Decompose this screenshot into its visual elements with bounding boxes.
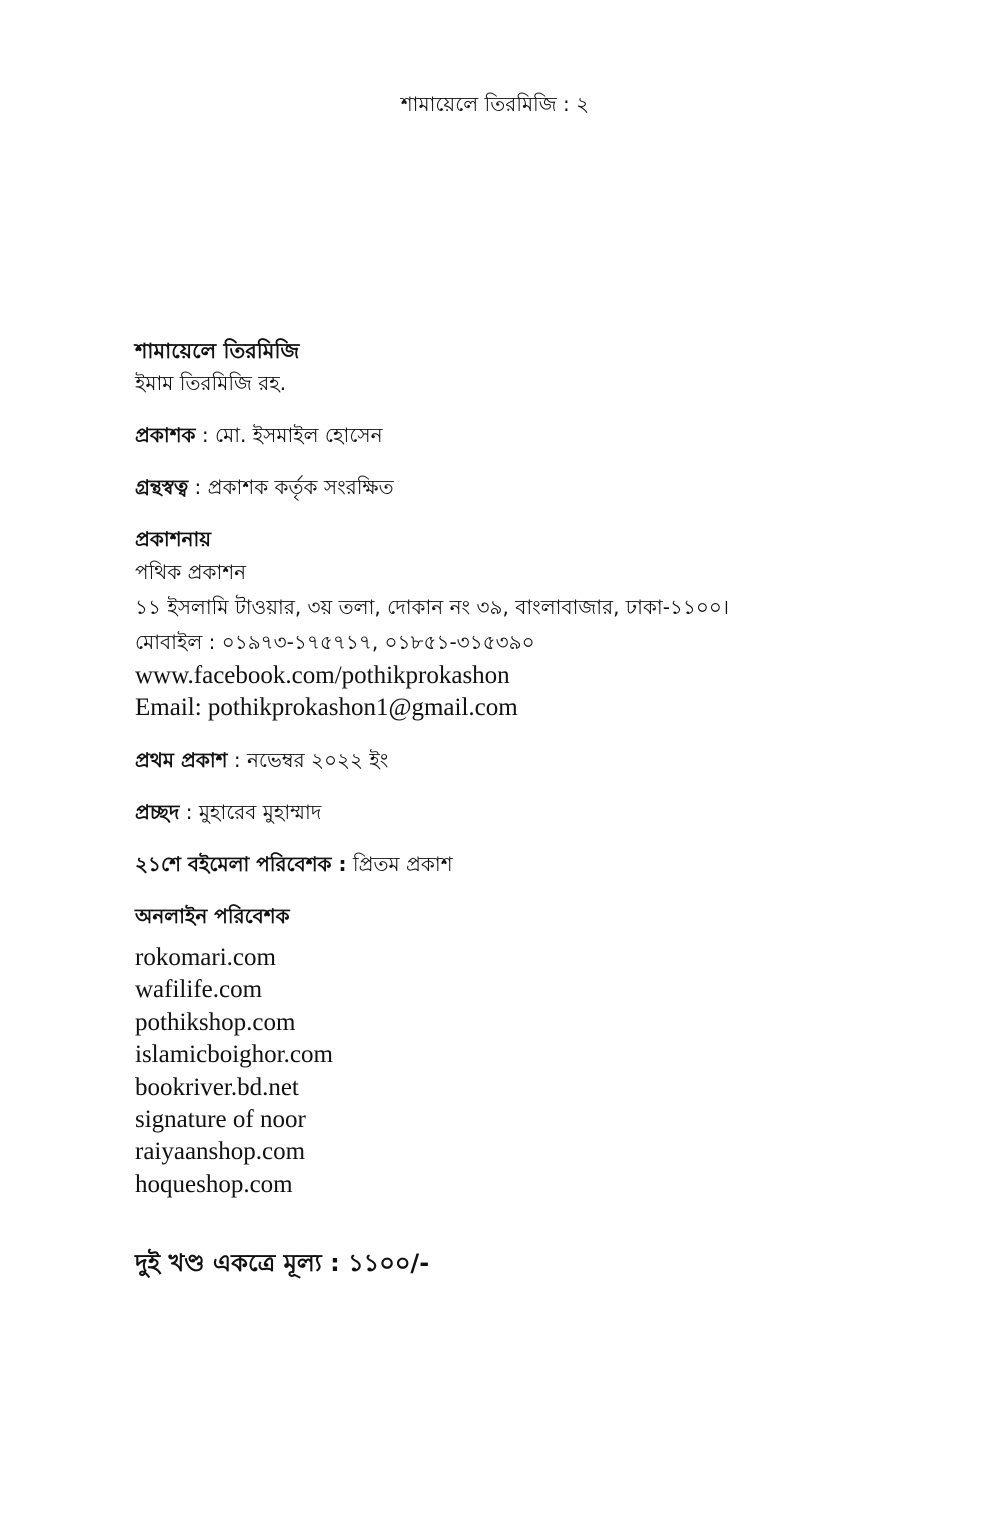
publication-address: ১১ ইসলামি টাওয়ার, ৩য় তলা, দোকান নং ৩৯, বাংলাবাজার, ঢাকা-১১০০। — [135, 595, 730, 619]
first-edition-line — [135, 744, 915, 776]
online-distributor-list — [135, 942, 915, 1201]
publication-email: Email: pothikprokashon1@gmail.com — [135, 694, 518, 721]
first-edition-label: প্রথম প্রকাশ — [135, 748, 228, 772]
publisher-value: মো. ইসমাইল হোসেন — [215, 423, 383, 447]
publication-name: পথিক প্রকাশন — [135, 560, 247, 584]
distributor-item: pothikshop.com — [135, 1008, 296, 1036]
imprint-content — [135, 335, 915, 1281]
first-edition-separator: : — [227, 748, 247, 772]
cover-value: মুহারেব মুহাম্মাদ — [198, 800, 322, 824]
publisher-separator: : — [195, 423, 215, 447]
book-fair-value: প্রিতম প্রকাশ — [346, 852, 453, 876]
cover-label: প্রচ্ছদ — [135, 800, 180, 824]
book-title: শামায়েলে তিরমিজি — [135, 339, 300, 363]
distributor-item: rokomari.com — [135, 944, 276, 971]
book-fair-label: ২১শে বইমেলা পরিবেশক : — [135, 852, 347, 876]
copyright-line — [135, 471, 915, 503]
publication-facebook: www.facebook.com/pothikprokashon — [135, 662, 510, 689]
publisher-label: প্রকাশক — [135, 423, 196, 447]
publisher-line — [135, 419, 915, 451]
distributor-item: islamicboighor.com — [135, 1041, 333, 1069]
distributor-item: bookriver.bd.net — [135, 1073, 299, 1101]
book-fair-line — [135, 848, 915, 880]
running-header: শামায়েলে তিরমিজি : ২ — [400, 92, 590, 116]
copyright-separator: : — [188, 475, 208, 499]
publication-mobile: মোবাইল : ০১৯৭৩-১৭৫৭১৭, ০১৮৫১-৩১৫৩৯০ — [135, 630, 535, 654]
distributor-item: signature of noor — [135, 1106, 306, 1134]
distributor-item: hoqueshop.com — [135, 1170, 293, 1198]
distributor-item: wafilife.com — [135, 976, 263, 1004]
publication-heading: প্রকাশনায় — [135, 527, 212, 551]
cover-separator: : — [179, 800, 199, 824]
book-author: ইমাম তিরমিজি রহ. — [135, 371, 287, 395]
first-edition-value: নভেম্বর ২০২২ ইং — [246, 748, 389, 772]
price-line: দুই খণ্ড একত্রে মূল্য : ১১০০/- — [135, 1249, 430, 1278]
copyright-label: গ্রন্থস্বত্ব — [135, 475, 189, 499]
cover-line — [135, 796, 915, 828]
distributor-item: raiyaanshop.com — [135, 1138, 306, 1166]
online-distributors-heading: অনলাইন পরিবেশক — [135, 904, 290, 928]
copyright-value: প্রকাশক কর্তৃক সংরক্ষিত — [207, 475, 394, 499]
